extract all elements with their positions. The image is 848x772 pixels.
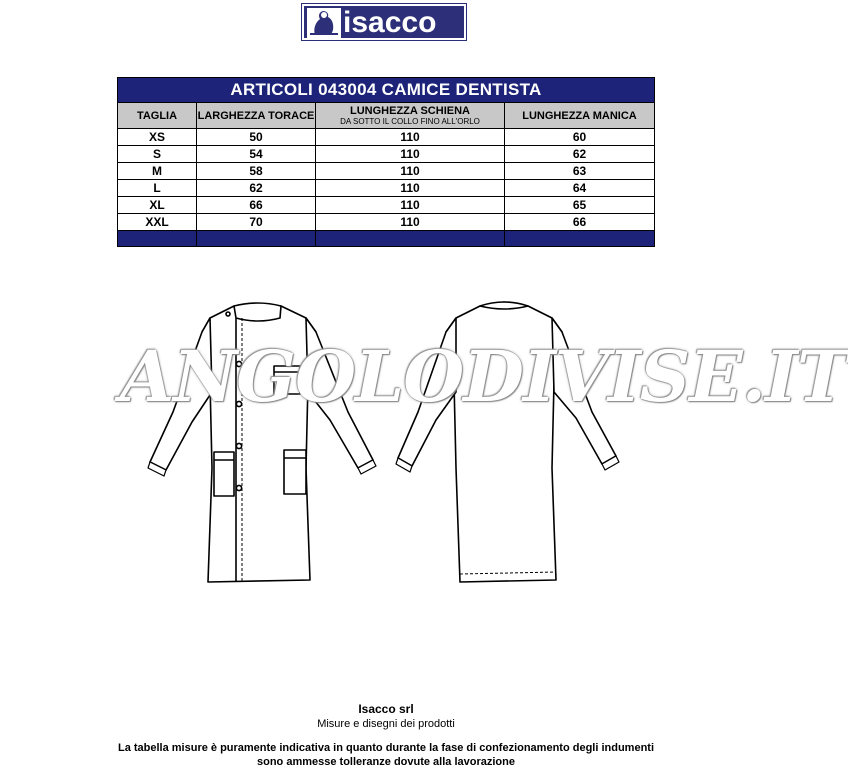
table-cell: XS <box>118 129 197 146</box>
table-row <box>118 163 655 180</box>
table-cell: 110 <box>316 214 505 231</box>
table-cell: XXL <box>118 214 197 231</box>
table-cell: M <box>118 163 197 180</box>
disclaimer-line-1: La tabella misure è puramente indicativa in quanto durante la fase di confezionamento degli indumenti <box>117 742 655 754</box>
table-cell: 66 <box>505 214 655 231</box>
column-subheader: DA SOTTO IL COLLO FINO ALL'ORLO <box>340 117 480 126</box>
table-cell: 70 <box>197 214 316 231</box>
table-cell: XL <box>118 197 197 214</box>
column-header-larghezza-torace: LARGHEZZA TORACE <box>197 103 316 129</box>
table-cell: 58 <box>197 163 316 180</box>
table-cell: 110 <box>316 163 505 180</box>
column-header-lunghezza-manica: LUNGHEZZA MANICA <box>505 103 655 129</box>
table-cell: 63 <box>505 163 655 180</box>
company-subtitle: Misure e disegni dei prodotti <box>317 718 455 730</box>
table-row <box>118 214 655 231</box>
table-cell: 62 <box>505 146 655 163</box>
table-row <box>118 180 655 197</box>
table-cell: 50 <box>197 129 316 146</box>
brand-logo <box>301 3 467 41</box>
company-name: Isacco srl <box>358 702 414 716</box>
table-cell: 60 <box>505 129 655 146</box>
table-cell: 110 <box>316 129 505 146</box>
table-cell: 62 <box>197 180 316 197</box>
watermark-text: ANGOLODIVISE.IT <box>120 335 848 418</box>
table-row <box>118 197 655 214</box>
table-cell: 110 <box>316 180 505 197</box>
size-table <box>117 77 655 247</box>
table-cell: 66 <box>197 197 316 214</box>
table-cell: S <box>118 146 197 163</box>
table-cell: 110 <box>316 146 505 163</box>
column-header-lunghezza-schiena: LUNGHEZZA SCHIENA DA SOTTO IL COLLO FINO ALL'ORLO <box>316 103 505 129</box>
column-header-taglia: TAGLIA <box>118 103 197 129</box>
brand-name: isacco <box>343 6 437 39</box>
table-cell: 65 <box>505 197 655 214</box>
table-cell: L <box>118 180 197 197</box>
table-row <box>118 146 655 163</box>
disclaimer-line-2: sono ammesse tolleranze dovute alla lavorazione <box>257 756 515 768</box>
table-cell: 54 <box>197 146 316 163</box>
table-cell: 110 <box>316 197 505 214</box>
table-title: ARTICOLI 043004 CAMICE DENTISTA <box>118 78 655 103</box>
table-row <box>118 129 655 146</box>
logo-figure-icon <box>307 8 341 38</box>
table-cell: 64 <box>505 180 655 197</box>
table-footer-band <box>118 231 655 247</box>
